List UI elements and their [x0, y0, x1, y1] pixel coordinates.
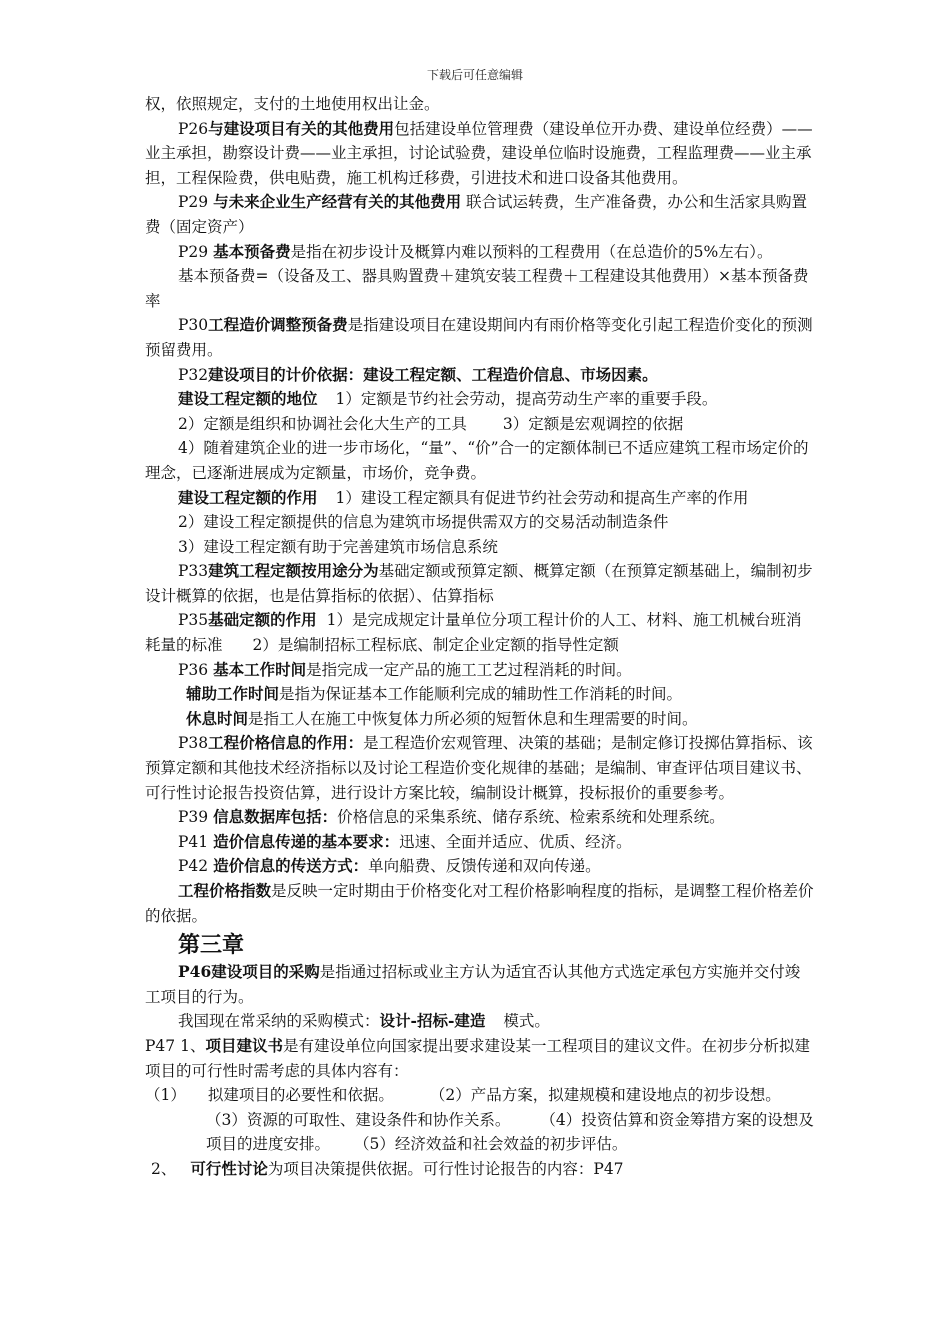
term: 辅助工作时间 [186, 684, 280, 704]
term: 与未来企业生产经营有关的其他费用 [213, 192, 462, 212]
text: 1）是完成规定计量单位分项工程计价的人工、材料、施工机械台班消耗量的标准 [145, 611, 802, 655]
paragraph [145, 682, 815, 707]
term: 工程价格信息的作用： [208, 733, 364, 753]
page-ref: P41 [178, 832, 214, 851]
text: 2）是编制招标工程标底、制定企业定额的指导性定额 [252, 636, 619, 655]
paragraph [145, 92, 815, 117]
paragraph [145, 830, 815, 855]
text: 包括建设单位管理费（建设单位开办费、建设单位经费）——业主承担，勘察设计费——业主承担，讨论试验费，建设单位临时设施费，工程监理费——业主承担，工程保险费，供电贴费，施工机构迁移费，引进技术和进口设备其他费用。 [145, 119, 813, 187]
text: 我国现在常采纳的采购模式： [178, 1012, 380, 1031]
page-ref: P26 [178, 119, 209, 138]
paragraph [145, 707, 815, 732]
paragraph [145, 1108, 815, 1157]
text: （2）产品方案，拟建规模和建设地点的初步设想。 [429, 1086, 781, 1105]
text: 为项目决策提供依据。可行性讨论报告的内容：P47 [267, 1159, 624, 1178]
page-ref: P36 [178, 660, 214, 679]
page-ref: P29 [178, 242, 214, 261]
paragraph [145, 486, 815, 511]
term: 基本工作时间 [213, 659, 307, 679]
term: 造价信息传递的基本要求： [213, 831, 400, 851]
paragraph [145, 313, 815, 362]
text: 迅速、全面并适应、优质、经济。 [399, 832, 632, 851]
paragraph [145, 854, 815, 879]
text: 是有建设单位向国家提出要求建设某一工程项目的建议文件。在初步分析拟建项目的可行性时需考虑的具体内容有： [145, 1036, 810, 1080]
paragraph [145, 658, 815, 683]
paragraph [145, 731, 815, 805]
paragraph [145, 608, 815, 657]
paragraph [145, 559, 815, 608]
text: 是反映一定时期由于价格变化对工程价格影响程度的指标，是调整工程价格差价的依据。 [145, 882, 814, 925]
paragraph [145, 879, 815, 928]
text: 基础定额或预算定额、概算定额（在预算定额基础上，编制初步设计概算的依据，也是估算指标的依据）、估算指标 [145, 562, 813, 605]
text: 权，依照规定，支付的土地使用权出让金。 [145, 95, 440, 113]
term: 工程价格指数 [178, 881, 272, 900]
term: 工程造价调整预备费 [208, 315, 348, 335]
text: 是指在初步设计及概算内难以预料的工程费用（在总造价的5%左右）。 [290, 242, 773, 261]
text: 3）建设工程定额有助于完善建筑市场信息系统 [178, 537, 498, 556]
list-number: 2、 [151, 1159, 177, 1178]
term: 休息时间 [186, 708, 249, 728]
paragraph [145, 412, 815, 437]
paragraph [145, 436, 815, 485]
text: 是指通过招标或业主方认为适宜否认其他方式选定承包方实施并交付竣工项目的行为。 [145, 963, 801, 1006]
paragraph [145, 960, 815, 1009]
text: 是指工人在施工中恢复体力所必须的短暂休息和生理需要的时间。 [248, 709, 698, 728]
page-ref: P30 [178, 316, 209, 335]
text: 单向船费、反馈传递和双向传递。 [368, 857, 601, 876]
term: 与建设项目有关的其他费用 [208, 118, 395, 138]
term: 设计-招标-建造 [379, 1011, 486, 1031]
page-header: 下载后可任意编辑 [426, 68, 523, 82]
paragraph [145, 264, 815, 313]
page-ref: P33 [178, 562, 209, 581]
term: 建设项目的计价依据：建设工程定额、工程造价信息、市场因素。 [208, 364, 658, 384]
page-ref: P32 [178, 365, 209, 384]
text: （5）经济效益和社会效益的初步评估。 [354, 1135, 628, 1154]
paragraph [145, 363, 815, 388]
page-ref: P42 [178, 857, 214, 876]
text: 是指为保证基本工作能顺利完成的辅助性工作消耗的时间。 [279, 685, 683, 704]
list-number: （1） [145, 1086, 186, 1105]
paragraph [145, 1034, 815, 1083]
text: 2）定额是组织和协调社会化大生产的工具 [178, 414, 467, 433]
page-ref: P47 1、 [145, 1036, 206, 1055]
term: 项目建议书 [205, 1035, 283, 1055]
page-ref: P35 [178, 611, 209, 630]
text: 是指建设项目在建设期间内有雨价格等变化引起工程造价变化的预测预留费用。 [145, 316, 813, 359]
text: （4）投资估算和资金筹措方案的设想及项目的进度安排。 [206, 1110, 814, 1154]
paragraph [145, 1009, 815, 1034]
paragraph [145, 1083, 815, 1108]
paragraph [145, 1157, 815, 1182]
text: 3）定额是宏观调控的依据 [502, 414, 684, 433]
page-ref: P38 [178, 734, 209, 753]
paragraph [145, 805, 815, 830]
paragraph [145, 510, 815, 535]
formula: 基本预备费=（设备及工、器具购置费＋建筑安装工程费＋工程建设其他费用）×基本预备费率 [145, 267, 809, 310]
page-ref: P39 [178, 808, 214, 827]
page-ref: P46 [178, 962, 212, 982]
text: 联合试运转费，生产准备费，办公和生活家具购置费（固定资产） [145, 193, 808, 236]
text: 是指完成一定产品的施工工艺过程消耗的时间。 [306, 660, 632, 679]
text: （3）资源的可取性、建设条件和协作关系。 [206, 1110, 511, 1129]
paragraph [145, 117, 815, 191]
paragraph [145, 240, 815, 265]
term: 建设工程定额的作用 [178, 487, 318, 507]
text: 1）建设工程定额具有促进节约社会劳动和提高生产率的作用 [335, 488, 749, 507]
text: 是工程造价宏观管理、决策的基础；是制定修订投掷估算指标、该预算定额和其他技术经济指标以及讨论工程造价变化规律的基础；是编制、审查评估项目建议书、可行性讨论报告投资估算，进行设计方案比较，编制设计概算，投标报价的重要参考。 [145, 734, 813, 802]
text: 价格信息的采集系统、储存系统、检索系统和处理系统。 [337, 808, 725, 827]
paragraph [145, 535, 815, 560]
term: 可行性讨论 [190, 1158, 268, 1178]
document-body [145, 92, 815, 1182]
paragraph [145, 387, 815, 412]
chapter-heading: 第三章 [178, 933, 245, 959]
term: 基本预备费 [213, 241, 291, 261]
term: 信息数据库包括： [213, 807, 338, 827]
term: 建设工程定额的地位 [178, 389, 318, 409]
page-ref: P29 [178, 193, 214, 212]
term: 建设项目的采购 [211, 962, 320, 982]
text: 2）建设工程定额提供的信息为建筑市场提供需双方的交易活动制造条件 [178, 513, 669, 532]
text: 4）随着建筑企业的进一步市场化，“量”、“价”合一的定额体制已不适应建筑工程市场定价的理念，已逐渐进展成为定额量，市场价，竞争费。 [145, 439, 809, 482]
text: 拟建项目的必要性和依据。 [207, 1086, 394, 1105]
term: 建筑工程定额按用途分为 [208, 561, 379, 581]
text: 1）定额是节约社会劳动，提高劳动生产率的重要手段。 [335, 390, 718, 409]
paragraph [145, 190, 815, 239]
term: 基础定额的作用 [208, 610, 317, 630]
text: 模式。 [503, 1012, 550, 1031]
term: 造价信息的传送方式： [213, 856, 369, 876]
